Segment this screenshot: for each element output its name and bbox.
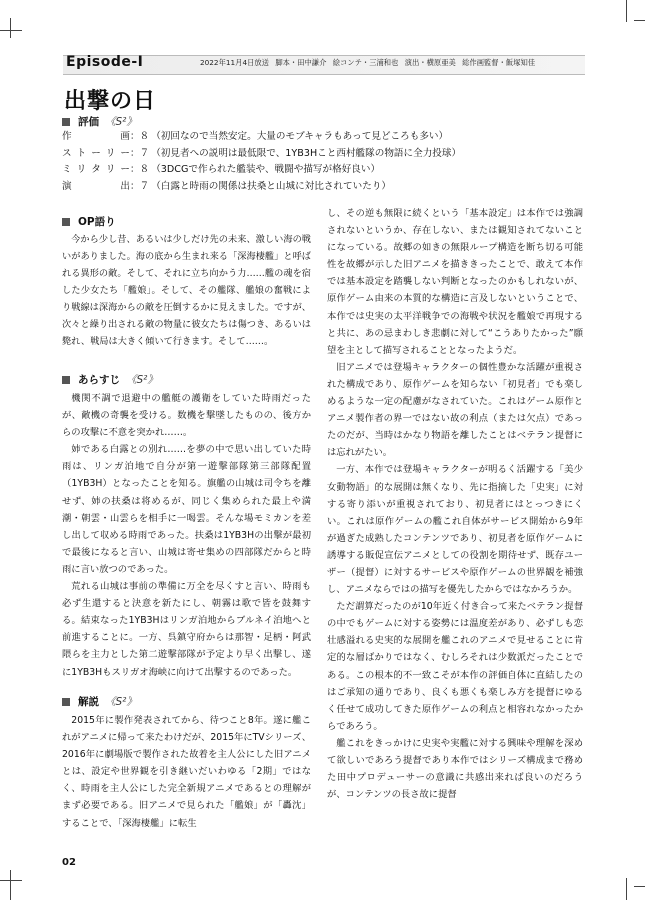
synopsis-body <box>62 390 311 681</box>
evaluation-comment: （白露と時雨の関係は扶桑と山城に対比されていたり） <box>151 180 392 192</box>
evaluation-row <box>62 129 592 146</box>
crop-mark <box>626 0 627 22</box>
evaluation-signature: 《S²》 <box>105 116 137 128</box>
evaluation-heading-text: 評価 <box>78 116 99 128</box>
evaluation-label: 作画 <box>62 131 130 142</box>
page-title: 出撃の日 <box>64 88 157 114</box>
op-heading <box>62 214 116 229</box>
evaluation-row <box>62 179 592 196</box>
bullet-square-icon <box>62 218 70 226</box>
crop-mark <box>634 886 645 887</box>
evaluation-label: 演出 <box>62 180 130 192</box>
evaluation-comment: （初見者への説明は最低限で、1YB3Hこと西村艦隊の物語に全力投球） <box>151 147 462 159</box>
synopsis-heading-text: あらすじ <box>78 374 120 386</box>
op-paragraph: 今から少し昔、あるいは少しだけ先の未来、激しい海の戦いがありました。海の底から生まれ来る「深海棲艦」と呼ばれる異形の敵。そして、それに立ち向かう力……艦の魂を宿した少女たち「艦娘」。そして、その艦隊、艦娘の奮戦により戦線は深海からの敵を圧倒するかに見えました。ですが、次々と繰り出される敵の物量に彼女たちは傷つき、あるいは斃れ、戦局は大きく傾いて行きます。そして……。 <box>62 234 311 347</box>
synopsis-paragraph: 荒れる山城は事前の準備に万全を尽くすと言い、時雨も必ず生還すると決意を新たにし、朝霧は歌で皆を鼓舞する。結束なった1YB3Hはリンガ泊地からブルネイ泊地へと前進することに。一方、呉鎮守府からは那智・足柄・阿武隈らを主力とした第二遊撃部隊が予定より早く出撃し、遂に1YB3Hもスリガオ海峡に向けて出撃するのであった。 <box>62 581 311 678</box>
right-paragraph: 一方、本作では登場キャラクターが明るく活躍する「美少女動物語」的な展開は無くなり、先に指摘した「史実」に対する寄り添いが重視されており、初見者にはとっつきにくい。これは原作ゲームの艦これ自体がサービス開始から9年が過ぎた成熟したコンテンツであり、初見者を原作ゲームに誘導する販促宣伝アニメとしての役割を期待せず、既存ユーザー（提督）に対するサービスや原作ゲームの世界観を補強し、アニメならではの描写を優先したからではなかろうか。 <box>327 464 583 596</box>
credit-broadcast: 2022年11月4日放送 <box>200 58 269 67</box>
credits-line <box>200 58 584 68</box>
right-paragraph: 旧アニメでは登場キャラクターの個性豊かな活躍が重視された構成であり、原作ゲームを知らない「初見者」でも楽しめるような一定の配慮がなされていた。これはゲーム原作とアニメ製作者の界一ではない故の利点（または欠点）であったのだが、当時はかなり物語を離したことはベテラン提督には忘れがたい。 <box>327 361 583 459</box>
evaluation-row <box>62 162 592 179</box>
right-paragraph: ただ謂算だったのが10年近く付き合って来たベテラン提督の中でもゲームに対する姿勢には温度差があり、必ずしも恋壮感溢れる史実的な展開を艦これのアニメで見せることに肯定的な層ばかりではなく、むしろそれは少数派だったことである。この根本的不一致こそが本作の評価自体に直結したのはご承知の通りであり、良くも悪くも楽しみ方を提督にゆるく任せて成功してきた原作ゲームの利点と相容れなかったからであろう。 <box>327 601 583 732</box>
commentary-body <box>62 712 311 832</box>
op-body <box>62 232 311 351</box>
evaluation-row <box>62 146 592 163</box>
crop-mark <box>10 18 11 38</box>
synopsis-paragraph: 機関不調で退避中の艦艇の護衛をしていた時雨だったが、敵機の奇襲を受ける。数機を撃墜したものの、後方からの攻撃に不意を突かれ……。 <box>62 393 311 439</box>
synopsis-paragraph: 姉である白露との別れ……を夢の中で思い出していた時雨は、リンガ泊地で自分が第一遊撃部隊第三部隊配置（1YB3H）となったことを知る。旗艦の山城は司令ちを離せず、姉の扶桑は将めるが、同じく集められた最上や満潮・朝雲・山雲らを相手に一喝雲。そんな場モミカンを差し出して収める時雨であった。扶桑は1YB3Hの出撃が最初で最後になると言い、山城は寄せ集めの四部隊だからと時雨に言い放つのであった。 <box>62 444 311 575</box>
bullet-square-icon <box>62 698 70 706</box>
synopsis-signature: 《S²》 <box>126 374 158 386</box>
evaluation-score: ：７ <box>130 180 150 192</box>
evaluation-label: ストーリー <box>62 147 130 159</box>
crop-mark <box>634 20 645 21</box>
commentary-heading-text: 解説 <box>78 696 99 708</box>
commentary-heading <box>62 694 137 709</box>
crop-mark <box>626 878 627 900</box>
credit-storyboard: 絵コンテ・三浦和也 <box>332 58 399 67</box>
right-paragraph: 艦これをきっかけに史実や実艦に対する興味や理解を深めて欲しいであろう提督であり本作ではシリーズ構成まで務めた田中プロデューサーの意識に共感出来れば良いのだろうが、コンテンツの長さ故に提督 <box>327 737 583 801</box>
bullet-square-icon <box>62 376 70 384</box>
credit-director: 演出・横原亜美 <box>404 58 456 67</box>
evaluation-list <box>62 129 592 195</box>
crop-mark <box>0 30 22 31</box>
evaluation-comment: （初回なので当然安定。大量のモブキャラもあって見どころも多い） <box>151 131 449 142</box>
credit-script: 脚本・田中謙介 <box>275 58 327 67</box>
synopsis-heading <box>62 372 158 387</box>
credit-animation-director: 総作画監督・飯塚知佳 <box>462 58 536 67</box>
evaluation-score: ：８ <box>130 164 150 175</box>
commentary-paragraph: 2015年に製作発表されてから、待つこと8年。遂に艦これがアニメに帰って来たわけだが、2015年にTVシリーズ、2016年に劇場版で製作された故着を主人公にした旧アニメとは、設定や世界観を引き継いだいわゆる「2期」ではなく、時雨を主人公にした完全新規アニメであるとの理解がまず必要である。旧アニメで見られた「艦娘」が「轟沈」することで、「深海棲艦」に転生 <box>62 715 311 829</box>
evaluation-score: ：８ <box>130 131 150 142</box>
right-column <box>327 205 583 803</box>
evaluation-heading <box>62 114 137 129</box>
commentary-signature: 《S²》 <box>105 696 137 708</box>
evaluation-score: ：７ <box>130 147 150 159</box>
bullet-square-icon <box>62 118 70 126</box>
op-heading-text: OP語り <box>78 216 116 228</box>
crop-mark <box>10 870 11 900</box>
page-number: 02 <box>62 857 76 868</box>
evaluation-label: ミリタリー <box>62 164 130 175</box>
episode-label: Episode-Ⅰ <box>66 54 144 70</box>
evaluation-comment: （3DCGで作られた艦装や、戦闘や描写が格好良い） <box>151 164 381 175</box>
right-paragraph: し、その逆も無限に続くという「基本設定」は本作では強調されないというか、存在しない、または観知されてないことになっている。故郷の如きの無限ループ構造を断ち切る可能性を故郷が示した旧アニメを描ききったことで、敢えて本作では基本設定を踏襲しない判断となったのかもしれないが、原作ゲーム由来の本質的な構造に言及しないということで、本作では史実の太平洋戦争での海戦や状況を艦娘で再現すると共に、あの忌まわしき悲劇に対して“こうありたかった”願望を主として描写されることとなったようだ。 <box>327 208 583 356</box>
crop-mark <box>0 880 22 881</box>
